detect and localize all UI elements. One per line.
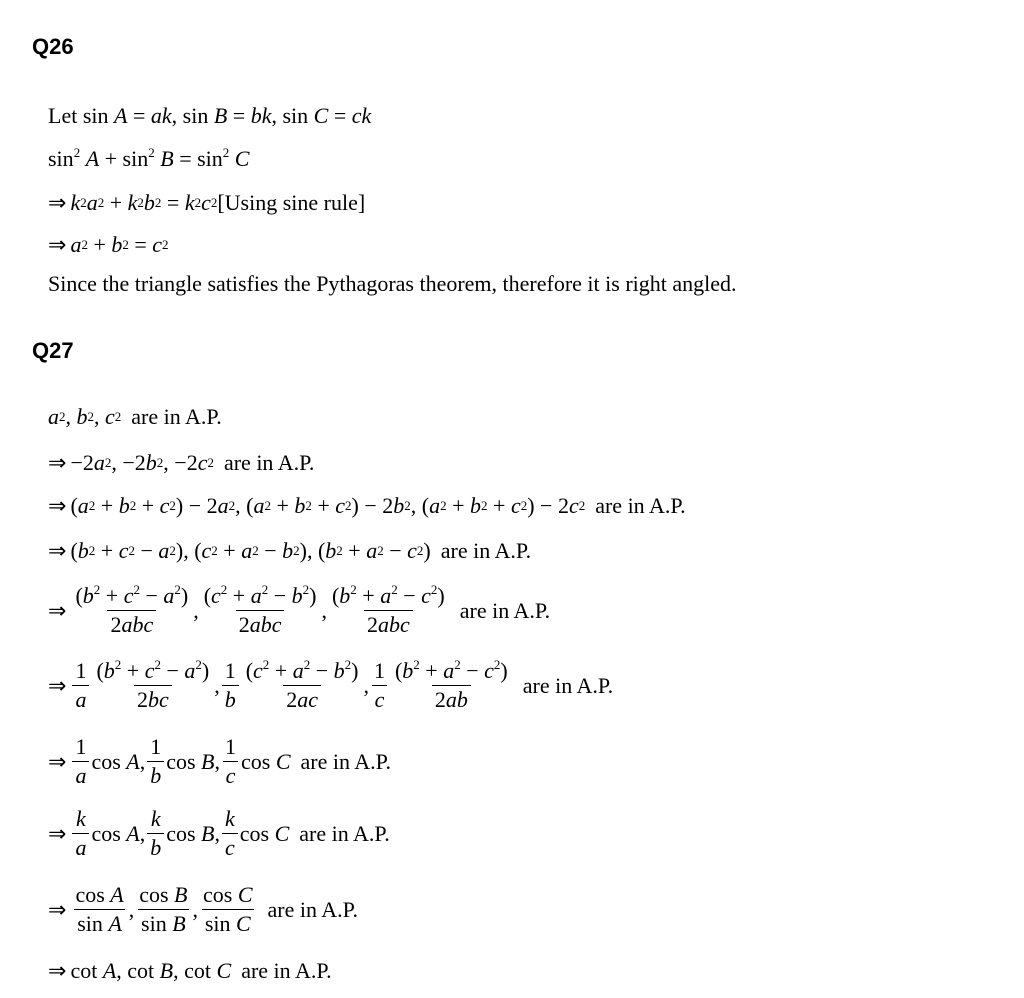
q27-line-8: ⇒ $\frac{k}{a}$ cos A , $\frac{k}{b}$ cos B , $\frac{k}{c}$ cos C are in A.P. — [48, 806, 390, 860]
q27-line-2: ⇒ −2 a 2 , −2 b 2 , −2 c 2 are in A.P. — [48, 450, 315, 475]
q26-line-3: ⇒ k 2 a 2 + k 2 b 2 = k 2 c 2 [Using sine rule] — [48, 190, 366, 215]
q26-line-4: ⇒ a 2 + b 2 = c 2 — [48, 232, 169, 257]
q27-line-4: ⇒ ( b 2 + c 2 − a 2 ), ( c 2 + a 2 − b 2 ), ( b 2 + a 2 − c 2 ) are in A.P. — [48, 538, 532, 563]
q27-line-3: ⇒ ( a 2 + b 2 + c 2 ) − 2 a 2 , ( a 2 + b 2 + c 2 ) − 2 b 2 , ( a 2 + b 2 + c 2 ) − 2 c 2 are in A.P. — [48, 493, 686, 518]
q27-line-10: ⇒ cot A , cot B , cot C are in A.P. — [48, 958, 332, 983]
q27-line-6: ⇒ $\frac{1}{a}$ $\frac{(b^2 + c^2 - a^2)}{2bc}$ , $\frac{1}{b}$ $\frac{(c^2 + a^2 - b^2)}{2ac}$ , $\frac{1}{c}$ $\frac{(b^2 + a^2 - c^2)}{2ab}$ are in A.P. — [48, 657, 614, 712]
q27-heading: Q27 — [32, 338, 74, 363]
q26-line-1: Let sin A = ak , sin B = bk , sin C = ck — [48, 103, 372, 128]
q26-heading: Q26 — [32, 34, 74, 59]
q26-conclusion: Since the triangle satisfies the Pythagoras theorem, therefore it is right angled. — [48, 271, 737, 296]
q27-line-7: ⇒ $\frac{1}{a}$ cos A , $\frac{1}{b}$ cos B , $\frac{1}{c}$ cos C are in A.P. — [48, 734, 391, 788]
q27-line-9: ⇒ $\frac{\text{cos A}}{\text{sin A}}$ , $\frac{\text{cos B}}{\text{sin B}}$ , $\frac{\text{cos C}}{\text{sin C}}$ are in A.P. — [48, 882, 358, 936]
q27-line-5: ⇒ $\frac{(b^2 + c^2 - a^2)}{\text{2abc}}$ , $\frac{(c^2 + a^2 - b^2)}{\text{2abc}}$ , $\frac{(b^2 + a^2 - c^2)}{\text{2abc}}$ are in A.P. — [48, 582, 551, 637]
q27-line-1: a 2 , b 2 , c 2 are in A.P. — [48, 404, 222, 429]
q26-line-2: $\sin^2$ A + $\sin^2$ B = $\sin^2$ C — [48, 145, 250, 171]
